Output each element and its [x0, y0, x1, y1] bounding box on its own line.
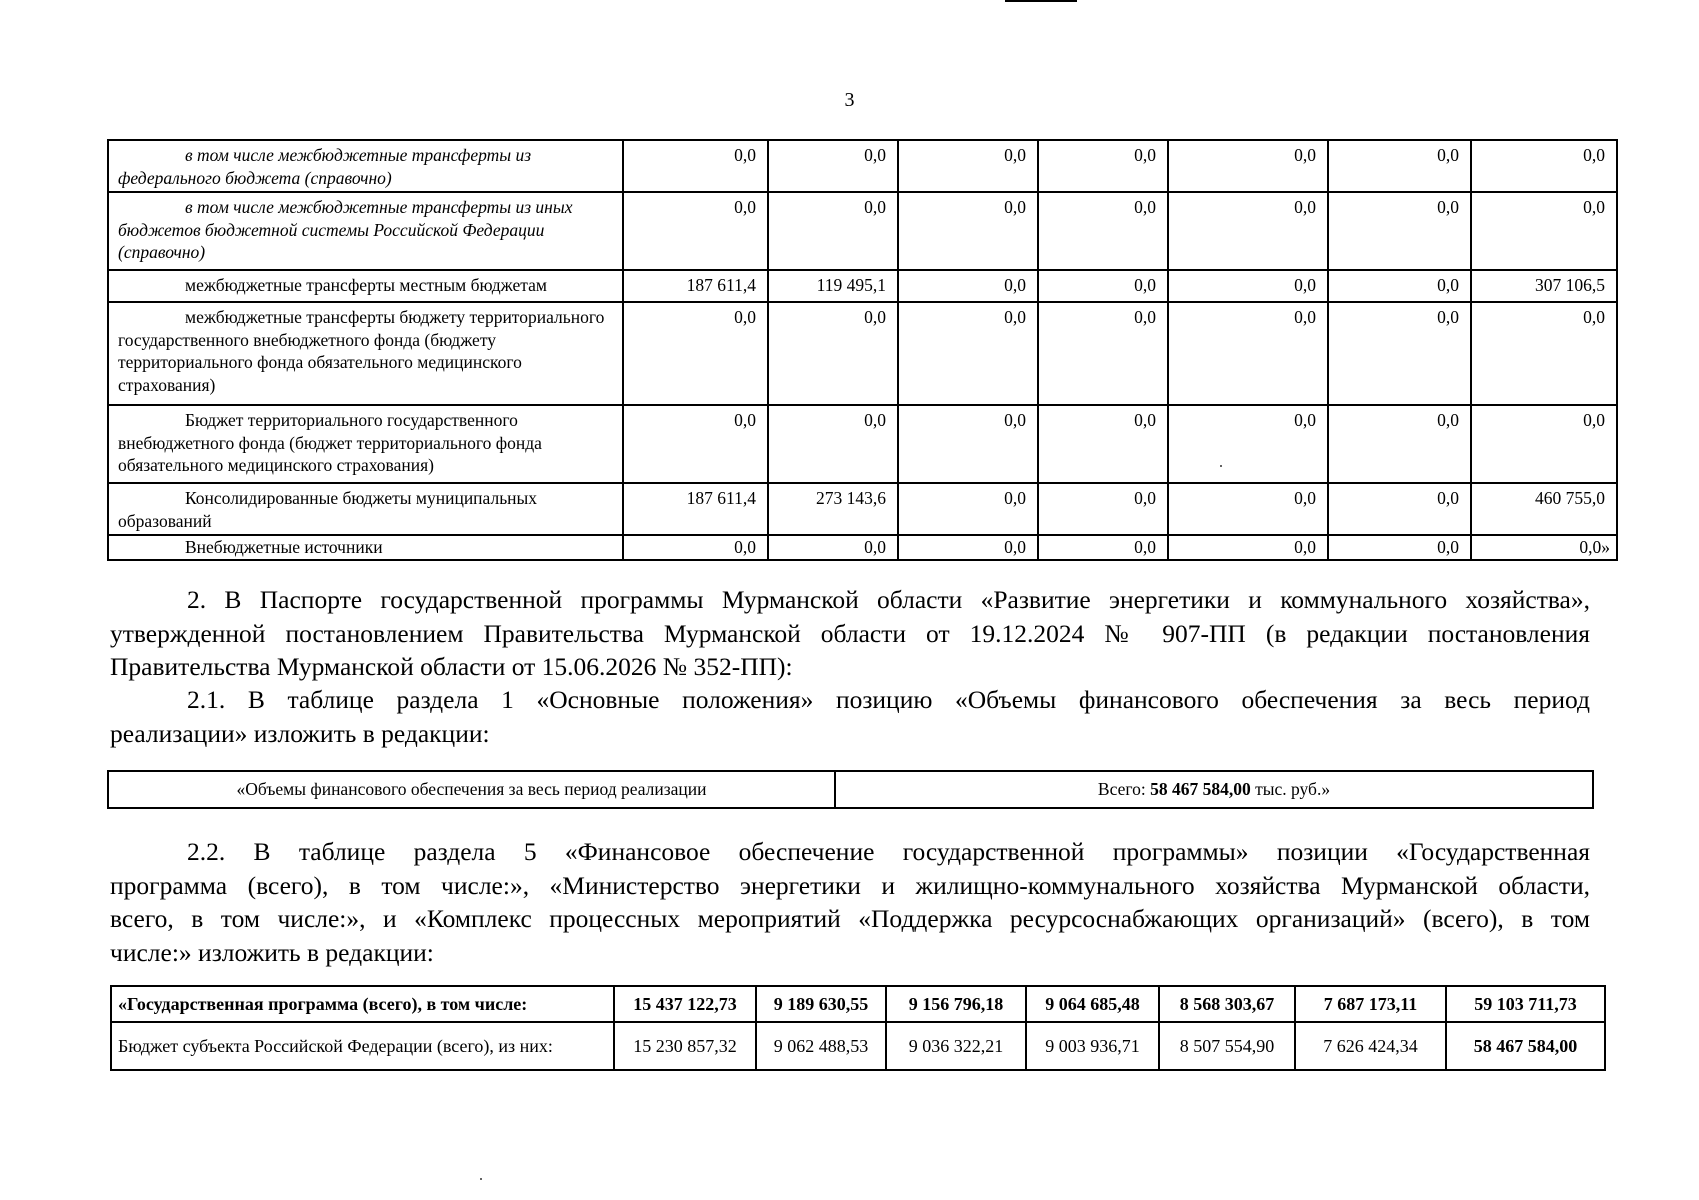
scan-speck [1220, 465, 1222, 467]
table-cell: 0,0 [1168, 405, 1328, 483]
row-label: Бюджет субъекта Российской Федерации (всего), из них: [111, 1022, 614, 1070]
table-cell: 119 495,1 [768, 270, 898, 302]
table-cell: 9 189 630,55 [756, 986, 886, 1022]
table-cell: 7 687 173,11 [1295, 986, 1446, 1022]
paragraph-line: 2.2. В таблице раздела 5 «Финансовое обеспечение государственной программы» позиции «Государственная [187, 837, 1590, 866]
table-cell: 0,0 [898, 483, 1038, 535]
paragraph-line: числе:» изложить в редакции: [110, 937, 434, 967]
table-cell: 0,0 [898, 270, 1038, 302]
table-cell: 273 143,6 [768, 483, 898, 535]
table-cell: 9 064 685,48 [1026, 986, 1159, 1022]
top-edge-mark [1005, 0, 1077, 2]
table-cell: 0,0 [623, 302, 768, 405]
table-cell: 0,0 [898, 140, 1038, 192]
program-financing-table [110, 985, 1606, 1071]
table-cell: 0,0 [1328, 270, 1471, 302]
total-suffix: тыс. руб.» [1250, 779, 1331, 799]
row-label: «Объемы финансового обеспечения за весь период реализации [108, 771, 835, 808]
scan-speck [480, 1178, 482, 1180]
total-cell [835, 771, 1593, 808]
table-cell: 0,0 [768, 140, 898, 192]
paragraph-2-2 [110, 835, 1590, 969]
paragraph-line: 2.1. В таблице раздела 1 «Основные положения» позицию «Объемы финансового обеспечения за весь период [187, 685, 1590, 714]
table-cell: 0,0 [898, 192, 1038, 270]
row-label: в том числе межбюджетные трансферты из иных бюджетов бюджетной системы Российской Федерации (справочно) [108, 192, 623, 270]
financing-volume-table [107, 770, 1594, 809]
table-cell: 0,0 [768, 192, 898, 270]
table-cell: 58 467 584,00 [1446, 1022, 1605, 1070]
table-cell: 9 036 322,21 [886, 1022, 1026, 1070]
table-cell: 8 507 554,90 [1159, 1022, 1295, 1070]
table-cell: 0,0 [768, 405, 898, 483]
table-row [108, 405, 1617, 483]
table-cell: 0,0 [1038, 270, 1168, 302]
table-cell: 187 611,4 [623, 483, 768, 535]
table-cell: 0,0 [1471, 192, 1617, 270]
table-cell: 9 156 796,18 [886, 986, 1026, 1022]
paragraph-2-1 [110, 683, 1590, 750]
row-label: межбюджетные трансферты бюджету территориального государственного внебюджетного фонда (бюджету территориального фонда обязательного медицинского страхования) [108, 302, 623, 405]
paragraph-2 [110, 583, 1590, 684]
row-label: «Государственная программа (всего), в том числе: [111, 986, 614, 1022]
paragraph-line: программа (всего), в том числе:», «Министерство энергетики и жилищно-коммунального хозяйства Мурманской области, [110, 870, 1590, 900]
table-cell: 59 103 711,73 [1446, 986, 1605, 1022]
table-cell: 0,0 [1168, 140, 1328, 192]
paragraph-line: всего, в том числе:», и «Комплекс процессных мероприятий «Поддержка ресурсоснабжающих организаций» (всего), в том [110, 904, 1590, 933]
table-cell: 0,0 [1328, 302, 1471, 405]
paragraph-line: 2. В Паспорте государственной программы Мурманской области «Развитие энергетики и коммунального хозяйства», [187, 585, 1590, 614]
table-row [108, 302, 1617, 405]
table-cell: 0,0 [1038, 140, 1168, 192]
row-label: Консолидированные бюджеты муниципальных образований [108, 483, 623, 535]
table-cell: 0,0 [768, 302, 898, 405]
paragraph-line: утвержденной постановлением Правительства Мурманской области от 19.12.2024 № 907-ПП (в редакции постановления [110, 618, 1590, 648]
table-cell: 0,0 [1471, 140, 1617, 192]
row-label: Внебюджетные источники [108, 535, 623, 560]
table-cell: 0,0 [1328, 483, 1471, 535]
table-cell: 7 626 424,34 [1295, 1022, 1446, 1070]
table-cell: 460 755,0 [1471, 483, 1617, 535]
table-cell: 0,0 [623, 405, 768, 483]
table-cell: 15 437 122,73 [614, 986, 756, 1022]
table-row [108, 270, 1617, 302]
paragraph-line: реализации» изложить в редакции: [110, 718, 490, 748]
table-cell: 8 568 303,67 [1159, 986, 1295, 1022]
table-cell: 9 062 488,53 [756, 1022, 886, 1070]
table-cell: 0,0 [1038, 405, 1168, 483]
table-row [108, 535, 1617, 560]
table-cell: 0,0 [1168, 192, 1328, 270]
table-cell: 187 611,4 [623, 270, 768, 302]
row-label: Бюджет территориального государственного внебюджетного фонда (бюджет территориального фонда обязательного медицинского страхования) [108, 405, 623, 483]
table-cell: 0,0 [1328, 535, 1471, 560]
table-cell: 0,0 [898, 405, 1038, 483]
total-prefix: Всего: [1097, 779, 1151, 799]
table-row [108, 192, 1617, 270]
table-cell: 0,0 [1168, 270, 1328, 302]
table-cell: 0,0 [1038, 535, 1168, 560]
table-cell: 0,0 [1328, 140, 1471, 192]
row-label: межбюджетные трансферты местным бюджетам [108, 270, 623, 302]
table-cell: 0,0 [1471, 405, 1617, 483]
table-cell: 0,0 [623, 192, 768, 270]
table-row [108, 483, 1617, 535]
table-cell: 0,0 [898, 535, 1038, 560]
table-cell: 307 106,5 [1471, 270, 1617, 302]
table-row [108, 140, 1617, 192]
table-cell: 0,0 [1471, 302, 1617, 405]
table-row [111, 986, 1605, 1022]
table-cell: 0,0 [1038, 302, 1168, 405]
table-cell: 0,0 [1328, 192, 1471, 270]
table-cell: 0,0 [1168, 535, 1328, 560]
row-label: в том числе межбюджетные трансферты из федерального бюджета (справочно) [108, 140, 623, 192]
table-cell: 0,0 [1168, 483, 1328, 535]
table-cell: 15 230 857,32 [614, 1022, 756, 1070]
paragraph-line: Правительства Мурманской области от 15.06.2026 № 352-ПП): [110, 652, 793, 681]
table-cell: 0,0 [623, 535, 768, 560]
table-cell: 9 003 936,71 [1026, 1022, 1159, 1070]
table-cell: 0,0 [1328, 405, 1471, 483]
table-cell: 0,0 [1038, 483, 1168, 535]
page-number: 3 [844, 89, 855, 111]
table-cell: 0,0 [898, 302, 1038, 405]
table-cell: 0,0 [623, 140, 768, 192]
table-row [108, 771, 1593, 808]
table-cell: 0,0 [1038, 192, 1168, 270]
total-amount: 58 467 584,00 [1150, 779, 1251, 799]
funding-sources-table [107, 139, 1618, 561]
table-cell: 0,0 [768, 535, 898, 560]
table-cell: 0,0» [1471, 535, 1617, 560]
table-row [111, 1022, 1605, 1070]
table-cell: 0,0 [1168, 302, 1328, 405]
